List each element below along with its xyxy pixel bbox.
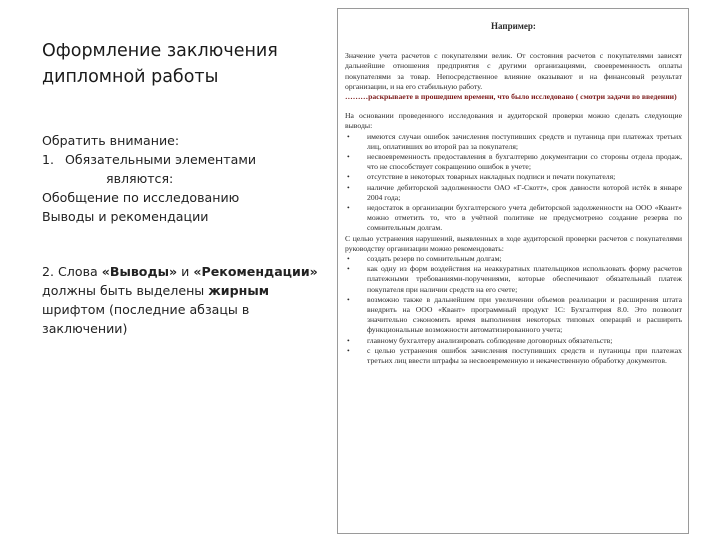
item-continuation: являются:: [106, 171, 174, 186]
required-element-1: Обобщение по исследованию: [42, 190, 240, 205]
list-item-text: с целью устранения ошибок зачисления поступивших средств и путаницы при платежах третьих лиц ввести штрафы за несвоевременную и некачественную обработку документов.: [367, 345, 682, 366]
list-item: [345, 264, 682, 295]
list-item-text: наличие дебиторской задолженности ОАО «Г-Скотт», срок давности которой истёк в январе 2004 года;: [367, 182, 682, 202]
list-item: [345, 132, 682, 152]
bullet-icon: •: [347, 345, 350, 355]
recommendations-list: [345, 254, 682, 366]
item2-text-a: 2. Слова: [42, 264, 102, 279]
bullet-icon: •: [347, 335, 350, 345]
slide-notes: [42, 131, 322, 338]
list-item-text: имеются случаи ошибок зачисления поступивших средств и путаница при платежах третьих лиц, оплативших во второй раз за покупателя;: [367, 131, 682, 151]
bullet-icon: •: [347, 294, 350, 304]
bullet-icon: •: [347, 152, 350, 162]
recommendations-intro: С целью устранения нарушений, выявленных в ходе аудиторской проверки расчетов с покупателями руководству организации можно рекомендовать:: [345, 233, 682, 253]
conclusions-list: [345, 132, 682, 234]
item2-bold-word: жирным: [208, 283, 270, 298]
list-item-text: несвоевременность предоставления в бухгалтерию документации со стороны отдела продаж, что не способствует сокращению ошибок в учете;: [367, 152, 682, 172]
list-item-text: создать резерв по сомнительным долгам;: [367, 254, 502, 264]
bullet-icon: •: [347, 182, 350, 192]
conclusions-intro: На основании проведенного исследования и аудиторской проверки можно сделать следующие выводы:: [345, 111, 682, 131]
list-item: [345, 172, 682, 182]
item2-bold-conclusions: «Выводы»: [101, 264, 178, 279]
list-item: [345, 254, 682, 264]
list-item: [345, 336, 682, 346]
list-item-text: недостаток в организации бухгалтерского учета дебиторской задолженности на ООО «Квант» можно отметить то, что в учётной политике не предусмотрено создание резерва по сомнительным долгам.: [367, 203, 682, 233]
intro-paragraph: Значение учета расчетов с покупателями велик. От состояния расчетов с покупателями зависят дальнейшие отношения предприятия с другими организациями, своевременность оплаты покупателями за товар. Непосредственное влияние оказывают и на финансовый результат организации, и на его стабильную работу.: [345, 51, 682, 91]
slide-left-panel: [28, 0, 318, 540]
bullet-icon: •: [347, 172, 350, 182]
list-item-text: возможно также в дальнейшем при увеличении объемов реализации и расширения штата внедрить на ООО «Квант» программный продукт 1С: Бухгалтерия 8.0. Это позволит значительно сэкономить время выполнения некоторых типовых операций и расширить функциональные возможности автоматизированного учета;: [367, 294, 682, 335]
numbered-item-2: [42, 262, 322, 338]
required-element-2: Выводы и рекомендации: [42, 209, 209, 224]
list-item-text: главному бухгалтеру анализировать соблюдение договорных обязательств;: [367, 335, 613, 345]
bullet-icon: •: [347, 203, 350, 213]
item-number: 1.: [42, 152, 55, 167]
numbered-item-1: [42, 150, 322, 169]
slide-title: Оформление заключения дипломной работы: [42, 41, 278, 87]
list-item: [345, 152, 682, 172]
list-item: [345, 346, 682, 366]
list-item-text: как одну из форм воздействия на неаккуратных плательщиков использовать форму расчетов платежными требованиями-поручениями, которые обеспечивают обязательный платеж покупателя при наличии средств на его счете;: [367, 264, 682, 294]
list-item: [345, 203, 682, 234]
item2-bold-recommendations: «Рекомендации»: [193, 264, 318, 279]
item2-text-d: шрифтом (последние абзацы в заключении): [42, 302, 250, 336]
item-text: Обязательными элементами: [65, 152, 257, 167]
bullet-icon: •: [347, 254, 350, 264]
bullet-icon: •: [347, 131, 350, 141]
document-body: [345, 21, 682, 366]
bullet-icon: •: [347, 264, 350, 274]
list-item: [345, 183, 682, 203]
highlighted-instruction: ………раскрываете в прошедшем времени, что было исследовано ( смотри задачи во введении): [345, 92, 677, 102]
item2-text-c: должны быть выделены: [42, 283, 209, 298]
document-heading: Например:: [491, 21, 536, 31]
item2-text-b: и: [177, 264, 194, 279]
list-item: [345, 295, 682, 336]
attention-label: Обратить внимание:: [42, 133, 180, 148]
list-item-text: отсутствие в некоторых товарных накладных подписи и печати покупателя;: [367, 172, 616, 182]
document-page: [337, 8, 689, 534]
